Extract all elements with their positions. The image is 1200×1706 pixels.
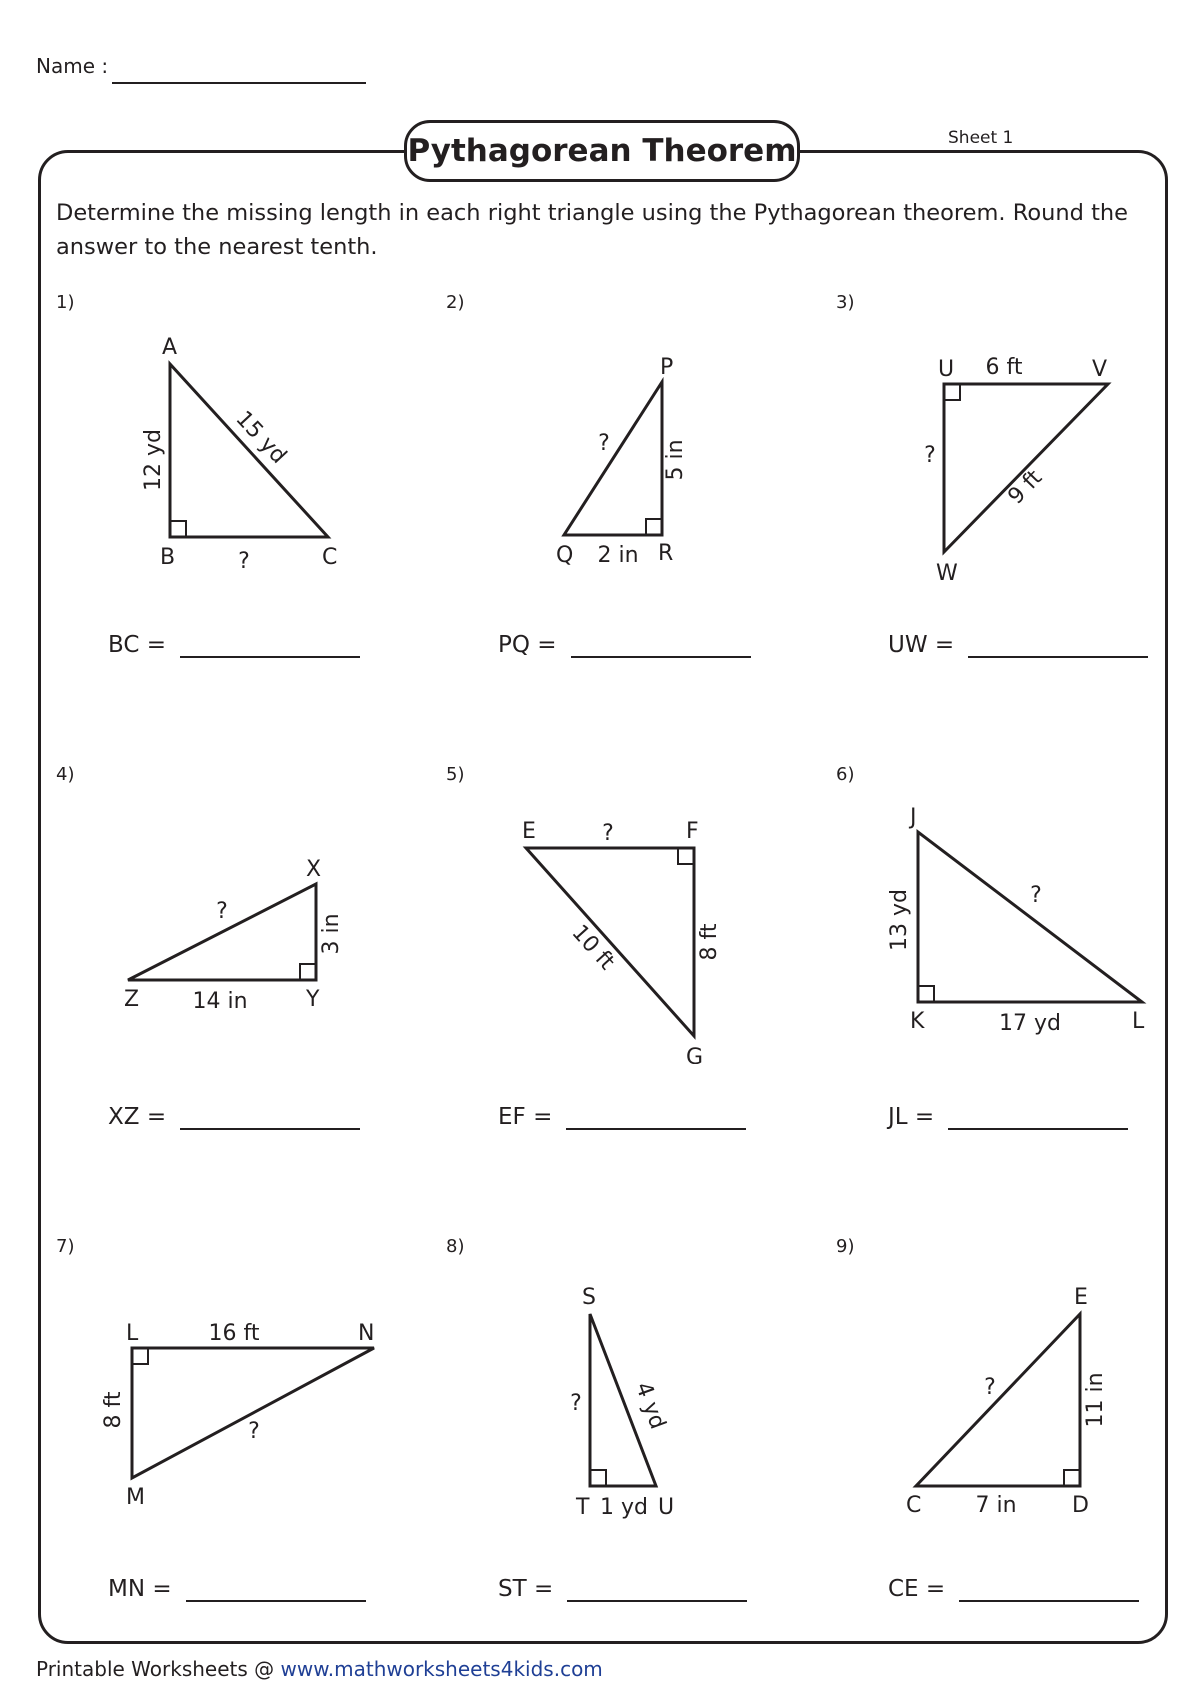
vertex-label-t: T xyxy=(576,1495,590,1520)
right-angle-marker xyxy=(944,384,960,400)
worksheet-title: Pythagorean Theorem xyxy=(404,120,800,182)
answer-label: PQ = xyxy=(498,632,557,658)
vertex-label-w: W xyxy=(936,561,958,586)
answer-blank[interactable] xyxy=(959,1600,1139,1602)
side-ab-label: 12 yd xyxy=(141,429,166,491)
side-ac-label: 15 yd xyxy=(230,406,292,469)
answer-line[interactable] xyxy=(888,632,1148,658)
side-zy-label: 14 in xyxy=(192,989,248,1014)
triangle-diagram xyxy=(56,1276,436,1536)
vertex-label-p: P xyxy=(660,355,674,380)
vertex-label-e: E xyxy=(522,819,536,844)
side-fg-label: 8 ft xyxy=(697,923,722,961)
problem-number: 1) xyxy=(56,292,75,313)
problem-2 xyxy=(446,292,826,762)
side-lm-label: 8 ft xyxy=(101,1391,126,1429)
answer-blank[interactable] xyxy=(180,656,360,658)
triangle-lmn xyxy=(132,1348,374,1478)
vertex-label-b: B xyxy=(160,545,176,570)
vertex-label-z: Z xyxy=(124,987,140,1012)
problem-number: 8) xyxy=(446,1236,465,1257)
answer-line[interactable] xyxy=(498,632,751,658)
triangle-diagram xyxy=(836,332,1176,592)
answer-line[interactable] xyxy=(498,1576,747,1602)
right-angle-marker xyxy=(646,519,662,535)
answer-blank[interactable] xyxy=(571,656,751,658)
right-angle-marker xyxy=(300,964,316,980)
answer-line[interactable] xyxy=(888,1104,1128,1130)
answer-label: ST = xyxy=(498,1576,554,1602)
side-xy-label: 3 in xyxy=(319,913,344,955)
vertex-label-f: F xyxy=(686,819,699,844)
side-qr-label: 2 in xyxy=(597,543,639,568)
vertex-label-n: N xyxy=(358,1321,375,1346)
side-st-label: ? xyxy=(570,1391,582,1416)
vertex-label-s: S xyxy=(582,1285,596,1310)
side-bc-label: ? xyxy=(238,549,250,574)
side-pr-label: 5 in xyxy=(663,439,688,481)
right-angle-marker xyxy=(1064,1470,1080,1486)
side-cd-label: 7 in xyxy=(975,1493,1017,1518)
side-jk-label: 13 yd xyxy=(887,889,912,951)
triangle-abc xyxy=(170,364,328,537)
triangle-diagram xyxy=(56,804,436,1064)
answer-label: JL = xyxy=(888,1104,935,1130)
triangle-diagram xyxy=(836,1276,1176,1536)
answer-blank[interactable] xyxy=(186,1600,366,1602)
vertex-label-k: K xyxy=(910,1009,925,1034)
answer-line[interactable] xyxy=(108,632,360,658)
vertex-label-c: C xyxy=(906,1493,922,1518)
right-angle-marker xyxy=(590,1470,606,1486)
answer-line[interactable] xyxy=(498,1104,746,1130)
triangle-jkl xyxy=(918,832,1142,1002)
vertex-label-y: Y xyxy=(306,987,320,1012)
problem-1 xyxy=(56,292,436,762)
side-mn-label: ? xyxy=(248,1419,260,1444)
triangle-diagram xyxy=(446,1276,826,1536)
side-kl-label: 17 yd xyxy=(999,1011,1061,1036)
side-eg-label: 10 ft xyxy=(566,920,620,975)
problem-9 xyxy=(836,1236,1200,1706)
side-ce-label: ? xyxy=(984,1375,996,1400)
problem-7 xyxy=(56,1236,436,1706)
right-angle-marker xyxy=(132,1348,148,1364)
side-xz-label: ? xyxy=(216,899,228,924)
vertex-label-c: C xyxy=(322,545,338,570)
vertex-label-g: G xyxy=(686,1045,704,1064)
problem-number: 4) xyxy=(56,764,75,785)
problem-number: 7) xyxy=(56,1236,75,1257)
vertex-label-v: V xyxy=(1092,357,1108,382)
vertex-label-u: U xyxy=(938,357,955,382)
right-angle-marker xyxy=(678,848,694,864)
answer-line[interactable] xyxy=(108,1576,366,1602)
side-uv-label: 6 ft xyxy=(985,355,1023,380)
problem-number: 5) xyxy=(446,764,465,785)
vertex-label-a: A xyxy=(162,335,178,360)
answer-label: XZ = xyxy=(108,1104,167,1130)
vertex-label-j: J xyxy=(910,805,917,830)
side-ln-label: 16 ft xyxy=(208,1321,260,1346)
vertex-label-m: M xyxy=(126,1485,145,1510)
side-jl-label: ? xyxy=(1030,883,1042,908)
name-label: Name : xyxy=(36,54,109,78)
vertex-label-e: E xyxy=(1074,1285,1088,1310)
answer-blank[interactable] xyxy=(948,1128,1128,1130)
triangle-pqr xyxy=(564,382,662,535)
problem-4 xyxy=(56,764,436,1234)
side-uw-label: ? xyxy=(924,443,936,468)
side-tu-label: 1 yd xyxy=(600,1495,648,1520)
footer xyxy=(36,1657,603,1681)
answer-label: UW = xyxy=(888,632,955,658)
triangle-diagram xyxy=(446,332,826,592)
sheet-number: Sheet 1 xyxy=(948,128,1014,148)
problem-number: 6) xyxy=(836,764,855,785)
answer-label: CE = xyxy=(888,1576,946,1602)
answer-blank[interactable] xyxy=(566,1128,746,1130)
side-de-label: 11 in xyxy=(1083,1372,1108,1428)
triangle-diagram xyxy=(56,332,436,592)
footer-link[interactable]: www.mathworksheets4kids.com xyxy=(280,1657,603,1681)
answer-line[interactable] xyxy=(108,1104,360,1130)
side-ef-label: ? xyxy=(602,821,614,846)
answer-blank[interactable] xyxy=(968,656,1148,658)
answer-line[interactable] xyxy=(888,1576,1139,1602)
problem-3 xyxy=(836,292,1200,762)
answer-label: EF = xyxy=(498,1104,553,1130)
triangle-diagram xyxy=(446,804,826,1064)
right-angle-marker xyxy=(170,521,186,537)
triangle-efg xyxy=(526,848,694,1036)
problem-number: 3) xyxy=(836,292,855,313)
vertex-label-x: X xyxy=(306,857,322,882)
answer-blank[interactable] xyxy=(567,1600,747,1602)
right-angle-marker xyxy=(918,986,934,1002)
footer-prefix: Printable Worksheets @ xyxy=(36,1657,281,1681)
answer-blank[interactable] xyxy=(180,1128,360,1130)
problem-8 xyxy=(446,1236,826,1706)
side-pq-label: ? xyxy=(598,431,610,456)
name-field-line[interactable] xyxy=(112,82,366,84)
problem-number: 2) xyxy=(446,292,465,313)
instructions: Determine the missing length in each right triangle using the Pythagorean theorem. Round the answer to the nearest tenth. xyxy=(56,200,1129,260)
side-vw-label: 9 ft xyxy=(1003,465,1048,510)
answer-label: BC = xyxy=(108,632,167,658)
vertex-label-u: U xyxy=(658,1495,675,1520)
problem-5 xyxy=(446,764,826,1234)
vertex-label-q: Q xyxy=(556,543,574,568)
vertex-label-r: R xyxy=(658,541,674,566)
triangle-diagram xyxy=(836,804,1176,1064)
problem-number: 9) xyxy=(836,1236,855,1257)
vertex-label-l: L xyxy=(1132,1009,1145,1034)
side-su-label: 4 yd xyxy=(630,1378,671,1433)
answer-label: MN = xyxy=(108,1576,172,1602)
vertex-label-d: D xyxy=(1072,1493,1089,1518)
vertex-label-l: L xyxy=(126,1321,139,1346)
problem-6 xyxy=(836,764,1200,1234)
triangle-cde xyxy=(916,1314,1080,1486)
